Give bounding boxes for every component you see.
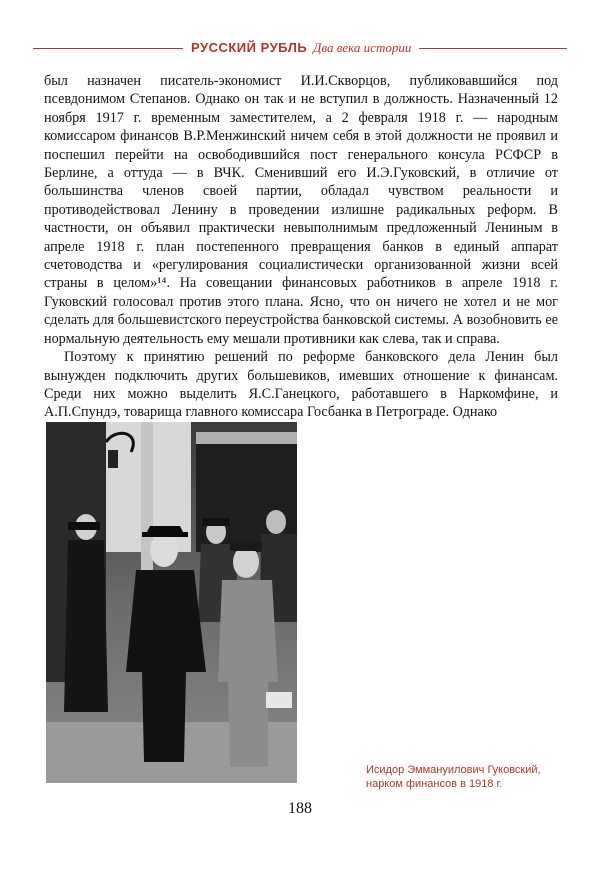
page-number: 188: [288, 800, 312, 817]
book-title: РУССКИЙ РУБЛЬ: [191, 40, 308, 55]
body-text: [44, 72, 558, 422]
paragraph-1: был назначен писатель-экономист И.И.Скворцов, публиковавшийся под псевдонимом Степанов. Однако он так и не вступил в должность. Назначенный 12 ноября 1917 г. временным заместителем, а 2 февраля 1918 г. — народным комиссаром финансов В.Р.Менжинский ничем себя в этой должности не проявил и поспешил перейти на освободившийся пост генерального консула РСФСР в Берлине, а оттуда — в ВЧК. Сменивший его И.Э.Гуковский, в отличие от большинства членов своей партии, обладал чувством реальности и противодействовал Ленину в проведении излишне радикальных реформ. В частности, он объявил практически невыполнимым предложенный Лениным в апреле 1918 г. план постепенного превращения банков в единый аппарат счетоводства и «регулирования социалистически организованной жизни всей страны в целом»¹⁴. На совещании финансовых работников в апреле 1918 г. Гуковский голосовал против этого плана. Ясно, что он ничего не хотел и не мог сделать для большевистского переустройства банковской системы. А возобновить ее нормальную деятельность ему мешали противники как слева, так и справа.: [44, 73, 558, 347]
photo-caption: [366, 763, 586, 791]
book-subtitle: Два века истории: [313, 40, 412, 55]
caption-line-1: Исидор Эммануилович Гуковский,: [366, 764, 541, 776]
photo-illustration: [46, 422, 297, 783]
header-text: [183, 38, 419, 58]
historical-photo: [46, 422, 297, 783]
running-header: [33, 38, 567, 60]
caption-line-2: нарком финансов в 1918 г.: [366, 778, 503, 790]
paragraph-2: Поэтому к принятию решений по реформе банковского дела Ленин был вынужден подключить других большевиков, имевших отношение к финансам. Среди них можно выделить Я.С.Ганецкого, работавшего в Наркомфине, и А.П.Спундэ, товарища главного комиссара Госбанка в Петрограде. Однако: [44, 349, 558, 421]
